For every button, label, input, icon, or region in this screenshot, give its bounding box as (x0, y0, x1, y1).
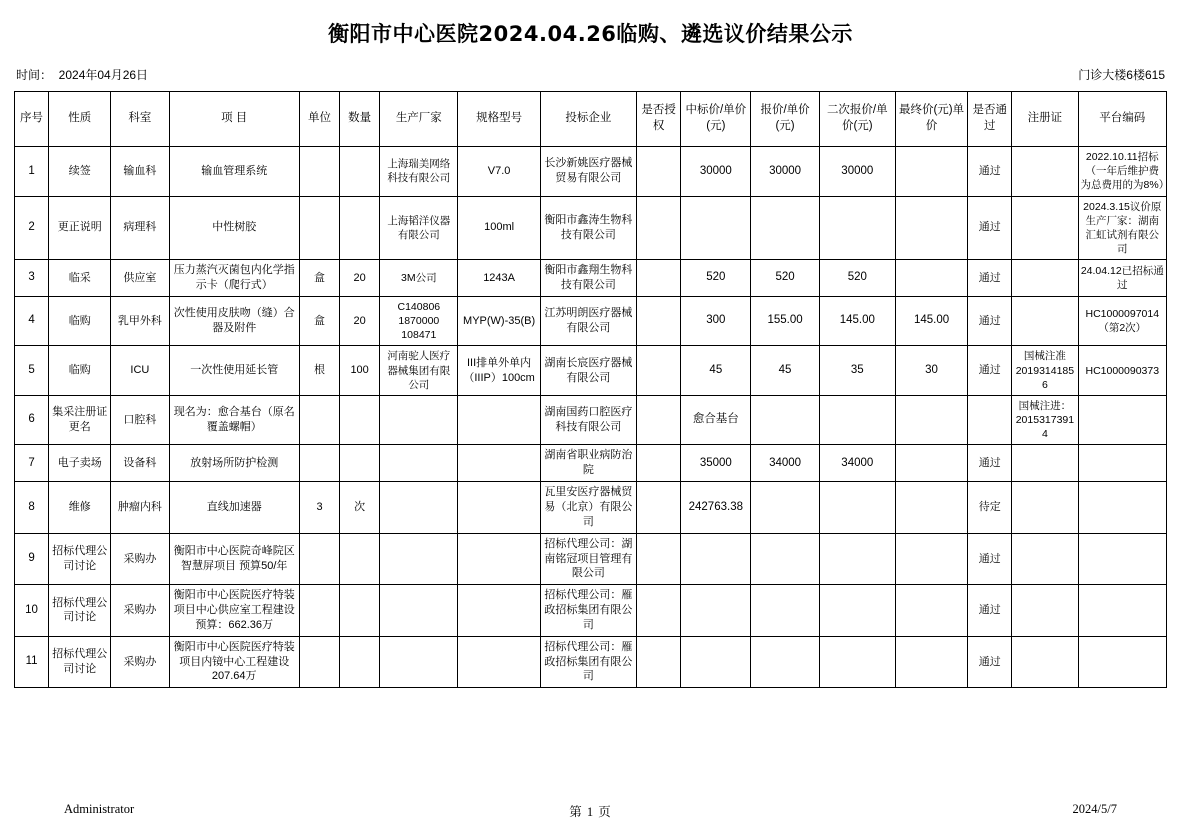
cell-authorized (637, 482, 681, 534)
cell-second-quote: 34000 (819, 445, 895, 482)
meta-row (14, 52, 1167, 91)
cell-final-price (895, 482, 967, 534)
cell-quote: 520 (751, 260, 819, 297)
cell-final-price (895, 445, 967, 482)
table-row (15, 445, 1167, 482)
cell-bidder: 衡阳市鑫翔生物科技有限公司 (540, 260, 636, 297)
col-passed: 是否通过 (968, 92, 1012, 147)
cell-winning-price (681, 196, 751, 260)
cell-final-price (895, 196, 967, 260)
cell-registration (1012, 196, 1078, 260)
col-dept: 科室 (111, 92, 169, 147)
cell-nature: 续签 (49, 147, 111, 197)
cell-no: 3 (15, 260, 49, 297)
document-location: 门诊大楼6楼615 (1078, 68, 1165, 82)
cell-final-price (895, 147, 967, 197)
cell-item: 直线加速器 (169, 482, 299, 534)
cell-final-price (895, 533, 967, 585)
cell-registration: 国械注进：20153173914 (1012, 395, 1078, 445)
cell-nature: 集采注册证更名 (49, 395, 111, 445)
col-no: 序号 (15, 92, 49, 147)
cell-second-quote: 35 (819, 346, 895, 396)
footer-author: Administrator (64, 802, 135, 816)
cell-authorized (637, 636, 681, 688)
cell-unit (299, 395, 339, 445)
cell-nature: 维修 (49, 482, 111, 534)
table-row (15, 196, 1167, 260)
cell-no: 9 (15, 533, 49, 585)
col-manufacturer: 生产厂家 (380, 92, 458, 147)
cell-platform-code: 2022.10.11招标（一年后维护费为总费用的为8%） (1078, 147, 1166, 197)
cell-platform-code (1078, 533, 1166, 585)
cell-platform-code (1078, 636, 1166, 688)
cell-winning-price (681, 533, 751, 585)
cell-authorized (637, 533, 681, 585)
cell-unit (299, 445, 339, 482)
cell-platform-code (1078, 445, 1166, 482)
cell-second-quote (819, 482, 895, 534)
cell-item: 次性使用皮肤吻（缝）合器及附件 (169, 296, 299, 346)
cell-unit (299, 147, 339, 197)
cell-quote (751, 395, 819, 445)
cell-authorized (637, 147, 681, 197)
cell-manufacturer: C140806 1870000 108471 (380, 296, 458, 346)
cell-second-quote: 145.00 (819, 296, 895, 346)
cell-qty (340, 636, 380, 688)
cell-platform-code: HC1000090373 (1078, 346, 1166, 396)
cell-quote: 45 (751, 346, 819, 396)
cell-passed: 通过 (968, 445, 1012, 482)
cell-quote: 155.00 (751, 296, 819, 346)
cell-unit: 3 (299, 482, 339, 534)
cell-manufacturer (380, 445, 458, 482)
cell-model (458, 585, 540, 637)
cell-bidder: 湖南省职业病防治院 (540, 445, 636, 482)
cell-item: 衡阳市中心医院医疗特装项目内镜中心工程建设207.64万 (169, 636, 299, 688)
cell-model (458, 445, 540, 482)
cell-quote (751, 196, 819, 260)
cell-registration (1012, 636, 1078, 688)
cell-quote: 34000 (751, 445, 819, 482)
cell-bidder: 江苏明朗医疗器械有限公司 (540, 296, 636, 346)
cell-qty: 100 (340, 346, 380, 396)
table-row (15, 346, 1167, 396)
cell-manufacturer: 上海瑞美网络科技有限公司 (380, 147, 458, 197)
cell-winning-price: 520 (681, 260, 751, 297)
cell-winning-price: 35000 (681, 445, 751, 482)
table-body (15, 147, 1170, 688)
cell-no: 8 (15, 482, 49, 534)
cell-bidder: 招标代理公司：雁政招标集团有限公司 (540, 636, 636, 688)
cell-second-quote (819, 533, 895, 585)
cell-registration (1012, 445, 1078, 482)
cell-dept: 采购办 (111, 636, 169, 688)
cell-quote (751, 585, 819, 637)
cell-passed: 待定 (968, 482, 1012, 534)
col-qty: 数量 (340, 92, 380, 147)
cell-item: 放射场所防护检测 (169, 445, 299, 482)
cell-no: 5 (15, 346, 49, 396)
col-model: 规格型号 (458, 92, 540, 147)
cell-bidder: 招标代理公司：雁政招标集团有限公司 (540, 585, 636, 637)
table-row (15, 533, 1167, 585)
cell-model: 100ml (458, 196, 540, 260)
cell-item: 输血管理系统 (169, 147, 299, 197)
table-row (15, 260, 1167, 297)
cell-final-price: 145.00 (895, 296, 967, 346)
cell-second-quote: 30000 (819, 147, 895, 197)
col-registration: 注册证 (1012, 92, 1078, 147)
cell-quote: 30000 (751, 147, 819, 197)
cell-no: 10 (15, 585, 49, 637)
cell-quote (751, 533, 819, 585)
cell-bidder: 招标代理公司：湖南铭冠项目管理有限公司 (540, 533, 636, 585)
cell-nature: 临购 (49, 296, 111, 346)
cell-authorized (637, 445, 681, 482)
cell-manufacturer (380, 482, 458, 534)
cell-manufacturer: 3M公司 (380, 260, 458, 297)
cell-qty (340, 585, 380, 637)
cell-dept: 病理科 (111, 196, 169, 260)
cell-registration (1012, 533, 1078, 585)
cell-bidder: 湖南长宸医疗器械有限公司 (540, 346, 636, 396)
cell-platform-code: HC1000097014（第2次） (1078, 296, 1166, 346)
page-title: 衡阳市中心医院2024.04.26临购、遴选议价结果公示 (328, 22, 853, 46)
cell-qty (340, 445, 380, 482)
cell-final-price (895, 585, 967, 637)
cell-authorized (637, 196, 681, 260)
col-final-price: 最终价(元)单价 (895, 92, 967, 147)
cell-manufacturer (380, 636, 458, 688)
cell-passed: 通过 (968, 585, 1012, 637)
cell-bidder: 衡阳市鑫涛生物科技有限公司 (540, 196, 636, 260)
results-table (14, 91, 1170, 688)
cell-registration (1012, 260, 1078, 297)
cell-dept: 采购办 (111, 533, 169, 585)
cell-winning-price: 242763.38 (681, 482, 751, 534)
footer-page-number: 第 1 页 (569, 805, 612, 819)
cell-platform-code: 24.04.12已招标通过 (1078, 260, 1166, 297)
cell-final-price (895, 395, 967, 445)
cell-no: 4 (15, 296, 49, 346)
cell-qty: 20 (340, 296, 380, 346)
cell-qty (340, 533, 380, 585)
cell-final-price (895, 260, 967, 297)
table-row (15, 395, 1167, 445)
col-nature: 性质 (49, 92, 111, 147)
cell-passed: 通过 (968, 260, 1012, 297)
cell-unit (299, 585, 339, 637)
cell-item: 衡阳市中心医院医疗特装项目中心供应室工程建设 预算：662.36万 (169, 585, 299, 637)
cell-nature: 招标代理公司讨论 (49, 636, 111, 688)
cell-bidder: 瓦里安医疗器械贸易（北京）有限公司 (540, 482, 636, 534)
cell-passed: 通过 (968, 296, 1012, 346)
cell-winning-price: 45 (681, 346, 751, 396)
cell-dept: 肿瘤内科 (111, 482, 169, 534)
cell-model (458, 482, 540, 534)
col-winning-price: 中标价/单价(元) (681, 92, 751, 147)
col-item: 项 目 (169, 92, 299, 147)
cell-manufacturer (380, 533, 458, 585)
cell-qty (340, 196, 380, 260)
cell-manufacturer (380, 585, 458, 637)
cell-dept: 口腔科 (111, 395, 169, 445)
document-date: 时间： 2024年04月26日 (16, 68, 149, 82)
table-row (15, 636, 1167, 688)
cell-item: 一次性使用延长管 (169, 346, 299, 396)
cell-dept: 输血科 (111, 147, 169, 197)
cell-qty: 20 (340, 260, 380, 297)
cell-model (458, 533, 540, 585)
cell-passed: 通过 (968, 533, 1012, 585)
col-unit: 单位 (299, 92, 339, 147)
cell-winning-price: 愈合基台 (681, 395, 751, 445)
cell-second-quote (819, 585, 895, 637)
cell-second-quote (819, 395, 895, 445)
cell-authorized (637, 260, 681, 297)
cell-authorized (637, 585, 681, 637)
cell-unit (299, 533, 339, 585)
cell-manufacturer: 上海韬洋仪器有限公司 (380, 196, 458, 260)
table-header-row (15, 92, 1167, 147)
cell-model: III排单外单内（IIIP）100cm (458, 346, 540, 396)
cell-final-price (895, 636, 967, 688)
cell-authorized (637, 296, 681, 346)
cell-authorized (637, 395, 681, 445)
cell-bidder: 湖南国药口腔医疗科技有限公司 (540, 395, 636, 445)
cell-winning-price (681, 585, 751, 637)
cell-quote (751, 636, 819, 688)
table-row (15, 147, 1167, 197)
col-bidder: 投标企业 (540, 92, 636, 147)
table-row (15, 296, 1167, 346)
cell-qty (340, 147, 380, 197)
cell-second-quote (819, 636, 895, 688)
cell-dept: 采购办 (111, 585, 169, 637)
cell-winning-price: 300 (681, 296, 751, 346)
cell-unit: 盒 (299, 260, 339, 297)
cell-winning-price (681, 636, 751, 688)
cell-unit (299, 196, 339, 260)
col-authorized: 是否授权 (637, 92, 681, 147)
cell-registration (1012, 585, 1078, 637)
cell-unit: 根 (299, 346, 339, 396)
cell-nature: 临采 (49, 260, 111, 297)
table-row (15, 482, 1167, 534)
cell-registration: 国械注准20193141856 (1012, 346, 1078, 396)
cell-model: MYP(W)-35(B) (458, 296, 540, 346)
cell-platform-code (1078, 395, 1166, 445)
cell-passed: 通过 (968, 346, 1012, 396)
cell-platform-code (1078, 482, 1166, 534)
cell-second-quote: 520 (819, 260, 895, 297)
cell-final-price: 30 (895, 346, 967, 396)
cell-second-quote (819, 196, 895, 260)
col-quote: 报价/单价(元) (751, 92, 819, 147)
cell-dept: ICU (111, 346, 169, 396)
cell-nature: 招标代理公司讨论 (49, 585, 111, 637)
cell-model: V7.0 (458, 147, 540, 197)
cell-unit (299, 636, 339, 688)
cell-authorized (637, 346, 681, 396)
cell-model (458, 636, 540, 688)
cell-manufacturer (380, 395, 458, 445)
cell-model: 1243A (458, 260, 540, 297)
cell-qty: 次 (340, 482, 380, 534)
cell-no: 2 (15, 196, 49, 260)
cell-no: 6 (15, 395, 49, 445)
col-platform-code: 平台编码 (1078, 92, 1166, 147)
cell-passed (968, 395, 1012, 445)
cell-registration (1012, 482, 1078, 534)
cell-platform-code: 2024.3.15议价原生产厂家：湖南汇虹试剂有限公司 (1078, 196, 1166, 260)
page-footer (0, 802, 1181, 822)
cell-nature: 临购 (49, 346, 111, 396)
cell-nature: 电子卖场 (49, 445, 111, 482)
cell-nature: 更正说明 (49, 196, 111, 260)
footer-date: 2024/5/7 (1072, 802, 1117, 816)
cell-model (458, 395, 540, 445)
cell-passed: 通过 (968, 147, 1012, 197)
cell-registration (1012, 147, 1078, 197)
table-row (15, 585, 1167, 637)
cell-item: 衡阳市中心医院奇峰院区智慧屏项目 预算50/年 (169, 533, 299, 585)
cell-no: 7 (15, 445, 49, 482)
cell-passed: 通过 (968, 636, 1012, 688)
cell-registration (1012, 296, 1078, 346)
cell-no: 1 (15, 147, 49, 197)
cell-passed: 通过 (968, 196, 1012, 260)
cell-quote (751, 482, 819, 534)
cell-dept: 乳甲外科 (111, 296, 169, 346)
cell-item: 现名为：愈合基台（原名覆盖螺帽） (169, 395, 299, 445)
cell-qty (340, 395, 380, 445)
cell-platform-code (1078, 585, 1166, 637)
cell-manufacturer: 河南驼人医疗器械集团有限公司 (380, 346, 458, 396)
cell-item: 中性树胶 (169, 196, 299, 260)
cell-winning-price: 30000 (681, 147, 751, 197)
cell-nature: 招标代理公司讨论 (49, 533, 111, 585)
cell-no: 11 (15, 636, 49, 688)
col-second-quote: 二次报价/单价(元) (819, 92, 895, 147)
cell-dept: 供应室 (111, 260, 169, 297)
cell-bidder: 长沙新姚医疗器械贸易有限公司 (540, 147, 636, 197)
cell-item: 压力蒸汽灭菌包内化学指示卡（爬行式） (169, 260, 299, 297)
cell-unit: 盒 (299, 296, 339, 346)
cell-dept: 设备科 (111, 445, 169, 482)
